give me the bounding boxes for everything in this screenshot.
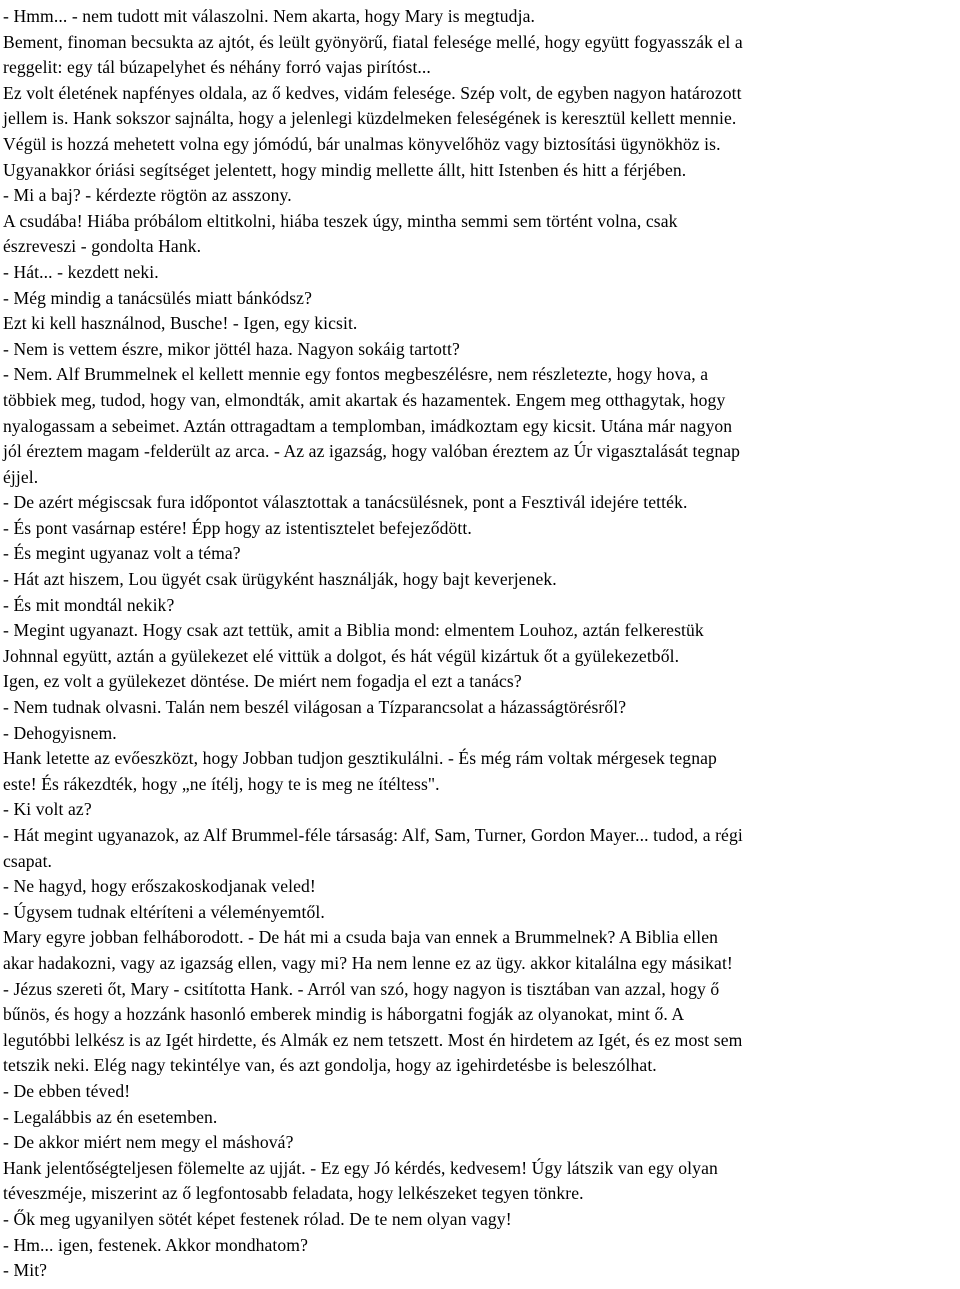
text-line: Johnnal együtt, aztán a gyülekezet elé vittük a dolgot, és hát végül kizártuk őt a gyülekezetből.	[3, 645, 680, 666]
text-line: - És pont vasárnap estére! Épp hogy az istentisztelet befejeződött.	[3, 517, 472, 538]
text-line: - Mit?	[3, 1260, 48, 1281]
text-line: - Ki volt az?	[3, 799, 92, 820]
text-line: téveszméje, miszerint az ő legfontosabb feladata, hogy lelkészeket tegyen tönkre.	[3, 1183, 584, 1204]
text-line: többiek meg, tudod, hogy van, elmondták, amit akartak és hazamentek. Engem meg otthagytak, hogy	[3, 389, 726, 410]
text-line: Ugyanakkor óriási segítséget jelentett, hogy mindig mellette állt, hitt Istenben és hitt a férjében.	[3, 159, 687, 180]
text-line: - Mi a baj? - kérdezte rögtön az asszony.	[3, 185, 292, 206]
text-line: - Nem is vettem észre, mikor jöttél haza. Nagyon sokáig tartott?	[3, 338, 460, 359]
text-line: Mary egyre jobban felháborodott. - De hát mi a csuda baja van ennek a Brummelnek? A Biblia ellen	[3, 927, 719, 948]
text-line: éjjel.	[3, 466, 39, 487]
text-line: legutóbbi lelkész is az Igét hirdette, és Almák ez nem tetszett. Most én hirdetem az Igét, és ez most sem	[3, 1029, 743, 1050]
text-line: Hank letette az evőeszközt, hogy Jobban tudjon gesztikulálni. - És még rám voltak mérgesek tegnap	[3, 748, 717, 769]
text-line: - De azért mégiscsak fura időpontot választottak a tanácsülésnek, pont a Fesztivál idejére tették.	[3, 492, 688, 513]
text-line: - Még mindig a tanácsülés miatt bánkódsz?	[3, 287, 312, 308]
text-line: - És megint ugyanaz volt a téma?	[3, 543, 241, 564]
text-line: - Hát azt hiszem, Lou ügyét csak ürügyként használják, hogy bajt keverjenek.	[3, 569, 557, 590]
text-line: - Ők meg ugyanilyen sötét képet festenek rólad. De te nem olyan vagy!	[3, 1208, 512, 1229]
text-line: jól éreztem magam -felderült az arca. - Az az igazság, hogy valóban éreztem az Úr vigasztalását tegnap	[3, 441, 741, 462]
text-line: Ezt ki kell használnod, Busche! - Igen, egy kicsit.	[3, 313, 358, 334]
text-line: tetszik neki. Elég nagy tekintélye van, és azt gondolja, hogy az igehirdetésbe is beleszólhat.	[3, 1055, 657, 1076]
text-line: - Dehogyisnem.	[3, 722, 117, 743]
text-line: jellem is. Hank sokszor sajnálta, hogy a jelenlegi küzdelmeken feleségének is keresztül kellett mennie.	[3, 108, 737, 129]
text-line: - Hát megint ugyanazok, az Alf Brummel-féle társaság: Alf, Sam, Turner, Gordon Mayer... tudod, a régi	[3, 825, 743, 845]
text-line: - Úgysem tudnak eltéríteni a véleményemtől.	[3, 901, 325, 922]
text-line: - Ne hagyd, hogy erőszakoskodjanak veled!	[3, 876, 316, 897]
text-line: - Hát... - kezdett neki.	[3, 261, 159, 282]
text-line: csapat.	[3, 850, 53, 871]
text-line: akar hadakozni, vagy az igazság ellen, vagy mi? Ha nem lenne ez az ügy. akkor kitalálna egy másikat!	[3, 952, 733, 973]
text-line: - Nem tudnak olvasni. Talán nem beszél világosan a Tízparancsolat a házasságtörésről?	[3, 697, 627, 718]
text-line: - Hm... igen, festenek. Akkor mondhatom?	[3, 1234, 308, 1255]
text-line: - Jézus szereti őt, Mary - csitította Hank. - Arról van szó, hogy nagyon is tisztában van azzal, hogy ő	[3, 978, 720, 999]
text-line: Bement, finoman becsukta az ajtót, és leült gyönyörű, fiatal felesége mellé, hogy együtt fogyasszák el a	[3, 31, 743, 52]
text-line: - Hmm... - nem tudott mit válaszolni. Nem akarta, hogy Mary is megtudja.	[3, 6, 535, 26]
text-line: - Megint ugyanazt. Hogy csak azt tettük, amit a Biblia mond: elmentem Louhoz, aztán felkerestük	[3, 620, 704, 641]
document-body	[3, 4, 960, 1284]
text-line: A csudába! Hiába próbálom eltitkolni, hiába teszek úgy, mintha semmi sem történt volna, csak	[3, 210, 678, 231]
text-line: - Legalábbis az én esetemben.	[3, 1106, 218, 1127]
text-line: - És mit mondtál nekik?	[3, 594, 175, 615]
text-line: észreveszi - gondolta Hank.	[3, 236, 202, 257]
text-line: Igen, ez volt a gyülekezet döntése. De miért nem fogadja el ezt a tanács?	[3, 671, 522, 692]
text-line: Ez volt életének napfényes oldala, az ő kedves, vidám felesége. Szép volt, de egyben nagyon határozott	[3, 82, 742, 103]
text-line: bűnös, és hogy a hozzánk hasonló emberek mindig is háborgatni fogják az olyanokat, mint ő. A	[3, 1004, 685, 1025]
text-line: este! És rákezdték, hogy „ne ítélj, hogy te is meg ne ítéltess".	[3, 773, 440, 794]
text-line: reggelit: egy tál búzapelyhet és néhány forró vajas pirítóst...	[3, 57, 431, 78]
text-line: Hank jelentőségteljesen fölemelte az ujját. - Ez egy Jó kérdés, kedvesem! Úgy látszik van egy olyan	[3, 1157, 718, 1178]
text-line: - De ebben téved!	[3, 1080, 131, 1101]
text-line: Végül is hozzá mehetett volna egy jómódú, bár unalmas könyvelőhöz vagy biztosítási ügynökhöz is.	[3, 133, 721, 154]
text-line: - De akkor miért nem megy el máshová?	[3, 1132, 294, 1153]
text-line: nyalogassam a sebeimet. Aztán ottragadtam a templomban, imádkoztam egy kicsit. Utána már nagyon	[3, 415, 733, 436]
text-line: - Nem. Alf Brummelnek el kellett mennie egy fontos megbeszélésre, nem részletezte, hogy hova, a	[3, 364, 709, 385]
